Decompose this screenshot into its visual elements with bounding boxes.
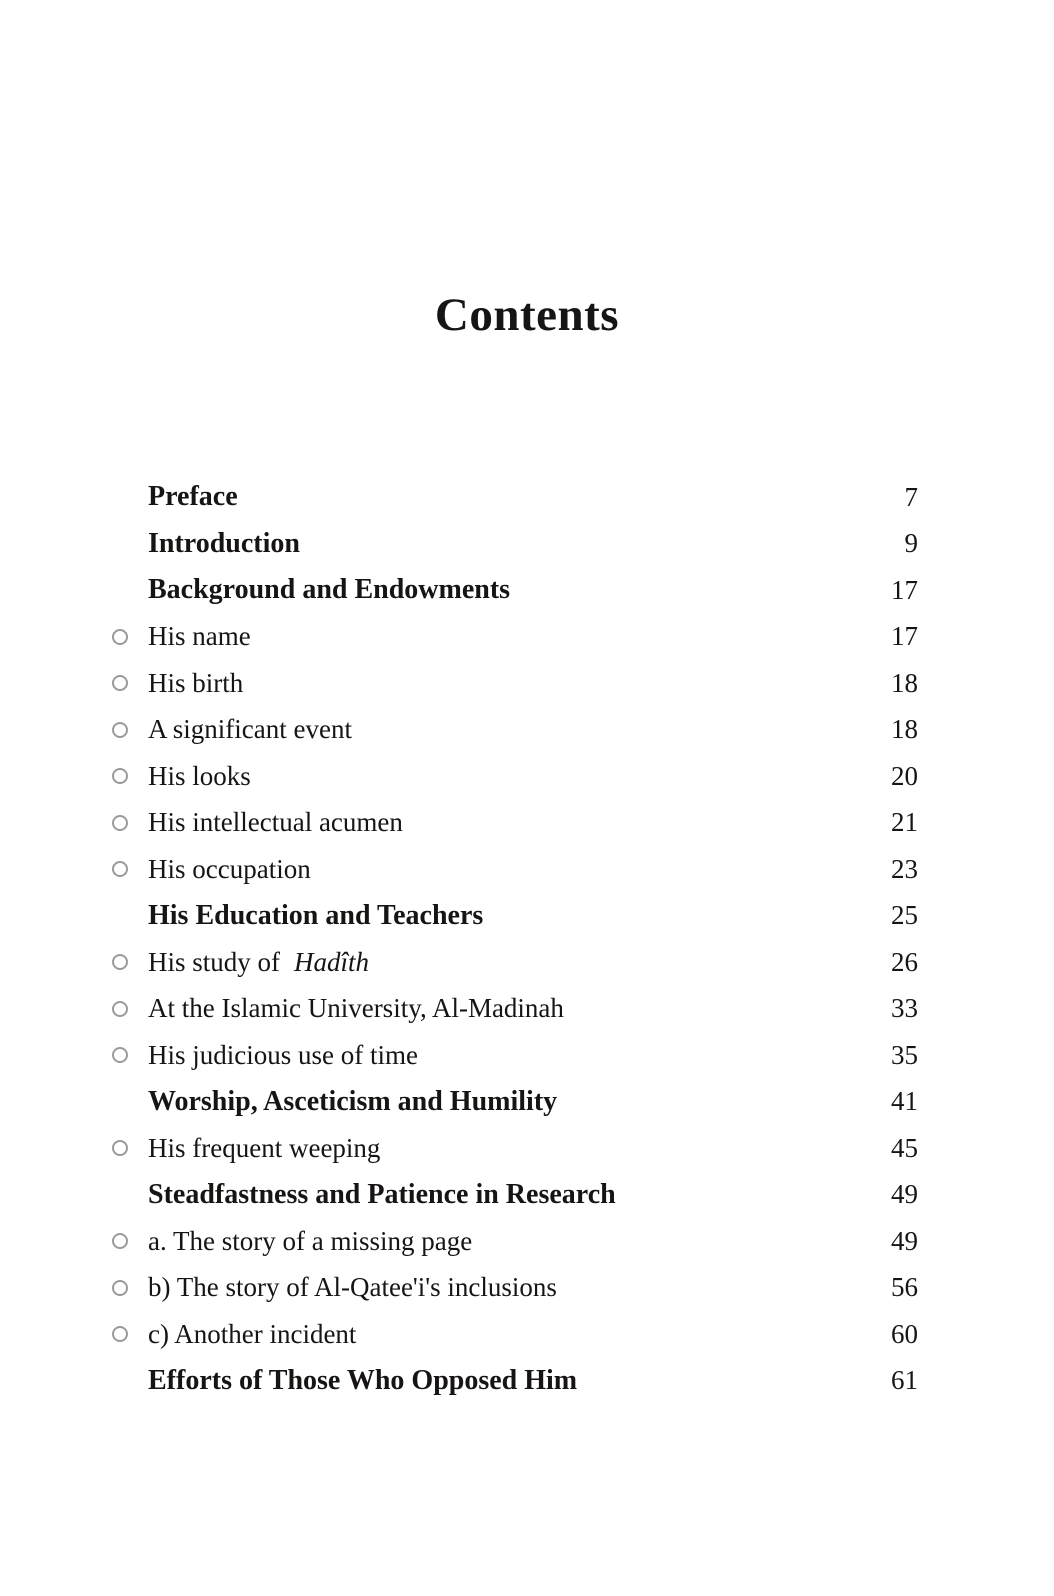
entry-page-number: 49 <box>891 1179 918 1210</box>
toc-entry <box>112 1079 918 1126</box>
circle-bullet-icon <box>112 1001 128 1017</box>
entry-page-number: 49 <box>891 1225 918 1256</box>
entry-label: His birth <box>148 667 244 698</box>
entry-label: A significant event <box>148 714 352 745</box>
entry-page-number: 25 <box>891 900 918 931</box>
toc-entry <box>112 614 918 661</box>
toc-entry <box>112 1125 918 1172</box>
circle-bullet-icon <box>112 861 128 877</box>
entry-page-number: 41 <box>891 1086 918 1117</box>
toc-entry <box>112 567 918 614</box>
circle-bullet-icon <box>112 722 128 738</box>
entry-page-number: 26 <box>891 946 918 977</box>
toc-entry <box>112 846 918 893</box>
entry-page-number: 17 <box>891 574 918 605</box>
entry-label-italic: Hadîth <box>294 946 370 977</box>
circle-bullet-icon <box>112 954 128 970</box>
toc-entry <box>112 800 918 847</box>
circle-bullet-icon <box>112 629 128 645</box>
toc-entry <box>112 1172 918 1219</box>
entry-page-number: 17 <box>891 621 918 652</box>
toc-entry <box>112 1265 918 1312</box>
entry-page-number: 61 <box>891 1365 918 1396</box>
toc-entry <box>112 474 918 521</box>
entry-label: His looks <box>148 760 251 791</box>
entry-label: b) The story of Al-Qatee'i's inclusions <box>148 1272 557 1303</box>
entry-page-number: 9 <box>904 528 918 559</box>
circle-bullet-icon <box>112 768 128 784</box>
entry-label: His frequent weeping <box>148 1132 381 1163</box>
entry-label: Steadfastness and Patience in Research <box>148 1178 616 1210</box>
entry-label: His study of <box>148 946 281 977</box>
circle-bullet-icon <box>112 1326 128 1342</box>
circle-bullet-icon <box>112 1233 128 1249</box>
toc-entry <box>112 939 918 986</box>
toc-entry <box>112 707 918 754</box>
entry-label: His judicious use of time <box>148 1039 418 1070</box>
entry-label: Efforts of Those Who Opposed Him <box>148 1364 578 1396</box>
circle-bullet-icon <box>112 1140 128 1156</box>
entry-label: At the Islamic University, Al-Madinah <box>148 993 564 1024</box>
toc-entry <box>112 660 918 707</box>
circle-bullet-icon <box>112 815 128 831</box>
entry-page-number: 21 <box>891 807 918 838</box>
entry-page-number: 60 <box>891 1318 918 1349</box>
page-title: Contents <box>434 289 620 341</box>
entry-label: Introduction <box>148 527 300 559</box>
entry-label: His name <box>148 621 251 652</box>
circle-bullet-icon <box>112 1047 128 1063</box>
entry-label: His Education and Teachers <box>148 899 484 931</box>
toc-entry <box>112 986 918 1033</box>
circle-bullet-icon <box>112 1280 128 1296</box>
entry-label: Background and Endowments <box>148 574 511 606</box>
entry-page-number: 56 <box>891 1272 918 1303</box>
entry-label: His occupation <box>148 853 311 884</box>
entry-page-number: 7 <box>904 481 918 512</box>
toc-entry <box>112 1032 918 1079</box>
entry-label: a. The story of a missing page <box>148 1225 473 1256</box>
entry-label: c) Another incident <box>148 1318 357 1349</box>
entry-page-number: 20 <box>891 760 918 791</box>
toc-entry <box>112 1311 918 1358</box>
entry-page-number: 23 <box>891 853 918 884</box>
entry-page-number: 18 <box>891 667 918 698</box>
toc-entry <box>112 753 918 800</box>
toc-entry <box>112 1358 918 1405</box>
entry-page-number: 33 <box>891 993 918 1024</box>
entry-label: His intellectual acumen <box>148 807 403 838</box>
table-of-contents <box>112 474 918 1404</box>
entry-page-number: 45 <box>891 1132 918 1163</box>
toc-entry <box>112 1218 918 1265</box>
circle-bullet-icon <box>112 675 128 691</box>
toc-entry <box>112 893 918 940</box>
entry-page-number: 35 <box>891 1039 918 1070</box>
entry-page-number: 18 <box>891 714 918 745</box>
entry-label: Preface <box>148 481 238 513</box>
toc-entry <box>112 521 918 568</box>
entry-label: Worship, Asceticism and Humility <box>148 1085 558 1117</box>
